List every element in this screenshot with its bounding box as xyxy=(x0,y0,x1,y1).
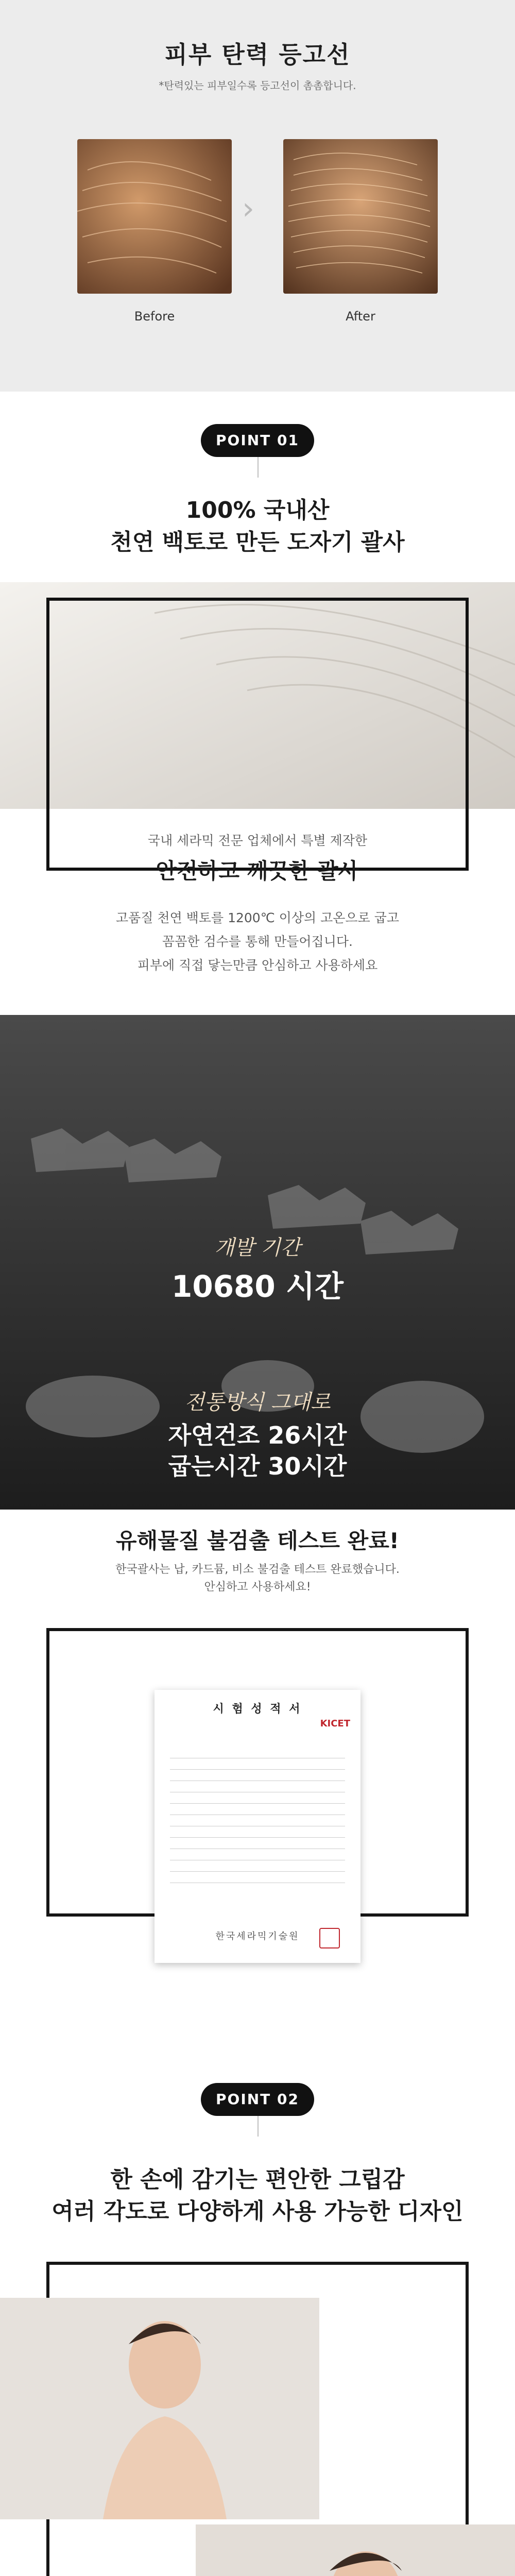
test-desc-line2: 안심하고 사용하세요! xyxy=(204,1581,311,1594)
traditional-script: 전통방식 그대로 xyxy=(184,1391,331,1414)
after-label: After xyxy=(346,309,375,324)
point2-title-line2: 여러 각도로 다양하게 사용 가능한 디자인 xyxy=(52,2198,464,2225)
usage-photo-1 xyxy=(0,2298,319,2519)
bake-time: 굽는시간 30시간 xyxy=(168,1452,347,1480)
intro-subtitle: *탄력있는 피부일수록 등고선이 촘촘합니다. xyxy=(159,79,356,92)
point1-caption-line1: 국내 세라믹 전문 업체에서 특별 제작한 xyxy=(147,833,368,848)
test-certificate xyxy=(154,1690,360,1963)
point-02-badge-wrap xyxy=(0,2079,515,2120)
point1-title-line1: 100% 국내산 xyxy=(185,497,330,523)
test-title: 유해물질 불검출 테스트 완료! xyxy=(116,1528,399,1553)
dev-period-script: 개발 기간 xyxy=(214,1236,301,1260)
point1-caption-line2: 안전하고 깨끗한 괄사 xyxy=(156,858,359,884)
intro-section xyxy=(0,0,515,392)
point2-title-line1: 한 손에 감기는 편안한 그립감 xyxy=(110,2166,405,2193)
before-label: Before xyxy=(134,309,175,324)
usage-photo-2 xyxy=(196,2524,515,2576)
before-photo xyxy=(77,139,232,294)
chevron-right-icon: › xyxy=(242,191,254,227)
dev-hours: 10680 시간 xyxy=(171,1269,344,1304)
cert-title: 시 험 성 적 서 xyxy=(213,1703,302,1716)
cert-org: 한국세라믹기술원 xyxy=(215,1931,300,1942)
cert-stamp xyxy=(319,1928,340,1948)
point1-desc-line2: 꼼꼼한 검수를 통해 만들어집니다. xyxy=(162,934,353,949)
point-01-badge-wrap xyxy=(0,420,515,461)
dry-time: 자연건조 26시간 xyxy=(168,1421,347,1449)
point1-title-line2: 천연 백토로 만든 도자기 괄사 xyxy=(110,529,405,555)
after-photo xyxy=(283,139,438,294)
divider xyxy=(258,457,259,478)
workshop-photo xyxy=(0,1015,515,1510)
cert-logo: KICET xyxy=(320,1718,350,1729)
point-02-badge: POINT 02 xyxy=(201,2083,314,2116)
test-desc-line1: 한국괄사는 납, 카드뮴, 비소 불검출 테스트 완료했습니다. xyxy=(115,1563,400,1576)
divider xyxy=(258,2116,259,2137)
cert-table xyxy=(170,1747,345,1883)
point1-desc-line1: 고품질 천연 백토를 1200℃ 이상의 고온으로 굽고 xyxy=(116,910,399,925)
intro-title: 피부 탄력 등고선 xyxy=(164,41,351,69)
point-01-badge: POINT 01 xyxy=(201,424,314,457)
point1-desc-line3: 피부에 직접 닿는만큼 안심하고 사용하세요 xyxy=(137,958,378,973)
